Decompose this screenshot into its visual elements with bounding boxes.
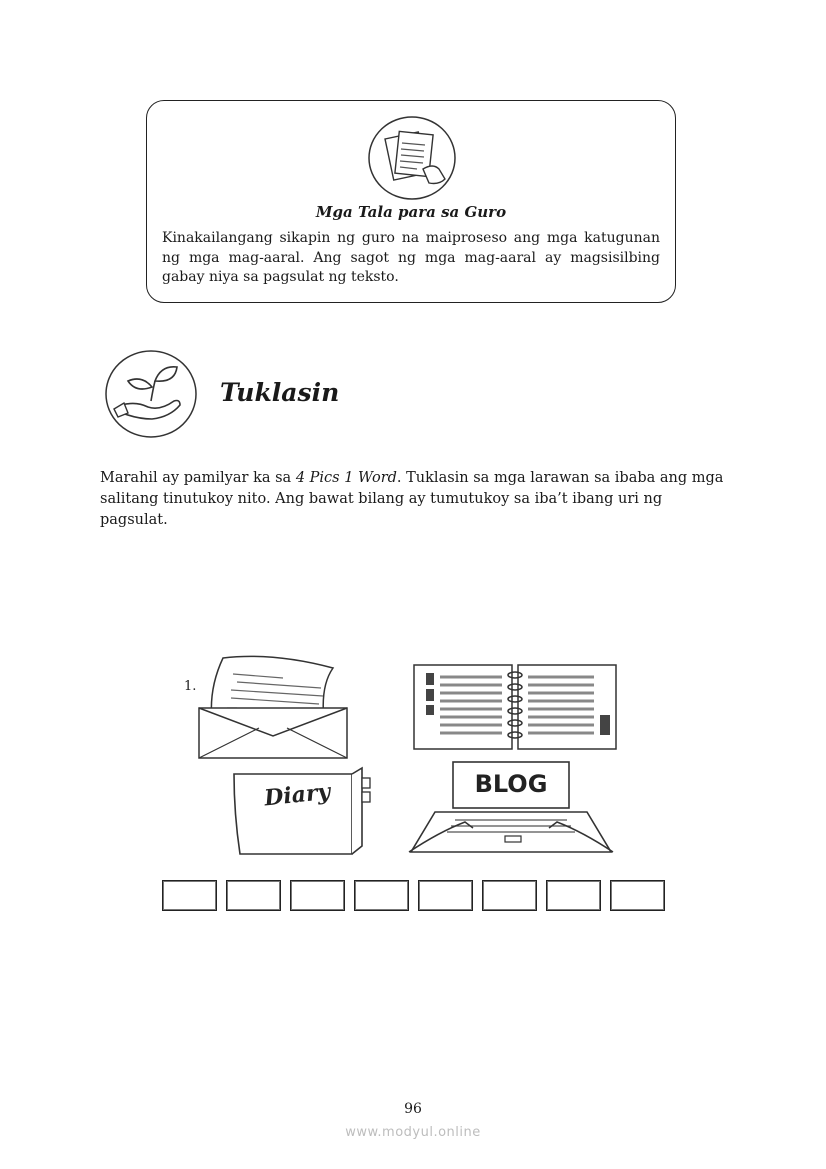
teacher-note-box (146, 100, 676, 303)
plant-in-hand-icon (104, 349, 198, 439)
intro-paragraph (100, 468, 730, 531)
diary-picture (228, 766, 374, 858)
answer-box-4[interactable] (354, 880, 409, 911)
answer-box-5[interactable] (418, 880, 473, 911)
page-number: 96 (404, 1101, 422, 1117)
open-journal-picture (410, 663, 620, 753)
note-body: Kinakailangang sikapin ng guro na maiproseso ang mga katugunan ng mga mag-aaral. Ang sagot ng mga mag-aaral ay magsisilbing gabay niya sa pagsulat ng teksto. (162, 230, 660, 285)
intro-text-1: Marahil ay pamilyar ka sa (100, 470, 296, 486)
watermark: www.modyul.online (345, 1125, 481, 1140)
answer-box-3[interactable] (290, 880, 345, 911)
blog-laptop-picture (405, 758, 617, 858)
diary-label: Diary (263, 778, 332, 812)
answer-box-2[interactable] (226, 880, 281, 911)
section-title: Tuklasin (220, 378, 340, 407)
blog-label: BLOG (474, 770, 548, 798)
answer-boxes (162, 880, 665, 911)
intro-text-2: . Tuklasin sa mga larawan sa ibaba ang mga salitang tinutukoy nito. Ang bawat bilang ay tumutukoy sa iba’t ibang uri ng pagsulat. (100, 470, 724, 528)
game-title: 4 Pics 1 Word (295, 470, 397, 486)
answer-box-1[interactable] (162, 880, 217, 911)
papers-in-hand-icon (367, 115, 457, 201)
item-number: 1. (184, 679, 197, 694)
answer-box-7[interactable] (546, 880, 601, 911)
note-title: Mga Tala para sa Guro (315, 203, 507, 221)
answer-box-8[interactable] (610, 880, 665, 911)
answer-box-6[interactable] (482, 880, 537, 911)
letter-envelope-picture (193, 652, 353, 762)
